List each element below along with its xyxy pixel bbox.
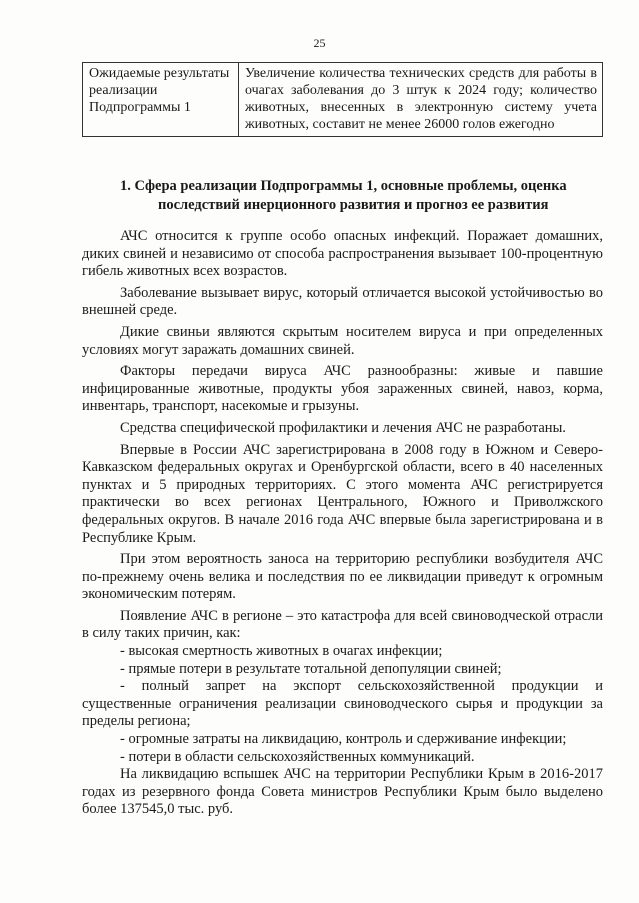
paragraph-consequences: Появление АЧС в регионе – это катастрофа для всей свиноводческой отрасли в силу таких причин, как: [82,607,603,642]
expected-results-table [82,62,603,137]
list-item-mortality: - высокая смертность животных в очагах инфекции; [120,643,443,660]
paragraph-prevention: Средства специфической профилактики и лечения АЧС не разработаны. [120,419,566,436]
list-item-costs: - огромные затраты на ликвидацию, контроль и сдерживание инфекции; [120,731,567,748]
section-body [82,228,603,823]
table-label-cell: Ожидаемые результаты реализации Подпрограммы 1 [83,63,239,137]
table-row [83,63,603,137]
paragraph-transmission: Факторы передачи вируса АЧС разнообразны: живые и павшие инфицированные животные, продукты убоя зараженных свиней, навоз, корма, инвентарь, транспорт, насекомые и грызуны. [82,363,603,415]
list-item-depopulation: - прямые потери в результате тотальной депопуляции свиней; [120,660,502,677]
list-item-communications: - потери в области сельскохозяйственных коммуникаций. [120,748,475,765]
list-item-export-ban: - полный запрет на экспорт сельскохозяйственной продукции и существенные ограничения реализации свиноводческого сырья и продукции за пределы региона; [82,678,603,730]
paragraph-funding: На ликвидацию вспышек АЧС на территории Республики Крым в 2016-2017 годах из резервного фонда Совета министров Республики Крым было выделено более 137545,0 тыс. руб. [82,766,603,818]
section-heading-line-2: последствий инерционного развития и прогноз ее развития [158,197,549,213]
paragraph-intro: АЧС относится к группе особо опасных инфекций. Поражает домашних, диких свиней и независимо от способа распространения вызывает 100-процентную гибель животных всех возрастов. [82,228,603,280]
table-value-cell: Увеличение количества технических средств для работы в очагах заболевания до 3 штук к 2024 году; количество животных, внесенных в электронную систему учета животных, составит не менее 26000 голов ежегодно [239,63,603,137]
paragraph-history: Впервые в России АЧС зарегистрирована в 2008 году в Южном и Северо-Кавказском федеральных округах и Оренбургской области, всего в 40 населенных пунктах и 5 природных территориях. С этого момента АЧС регистрируется практически во всех регионах Центрального, Южного и Приволжского федеральных округов. В начале 2016 года АЧС впервые была зарегистрирована и в Республике Крым. [82,441,603,546]
page-number: 25 [313,36,326,50]
section-heading [82,177,603,215]
paragraph-virus: Заболевание вызывает вирус, который отличается высокой устойчивостью во внешней среде. [82,284,603,319]
section-heading-line-1: 1. Сфера реализации Подпрограммы 1, основные проблемы, оценка [120,178,567,194]
paragraph-wild-pigs: Дикие свиньи являются скрытым носителем вируса и при определенных условиях могут заражать домашних свиней. [82,323,603,358]
paragraph-risk: При этом вероятность заноса на территорию республики возбудителя АЧС по-прежнему очень велика и последствия по ее ликвидации приведут к огромным экономическим потерям. [82,551,603,603]
